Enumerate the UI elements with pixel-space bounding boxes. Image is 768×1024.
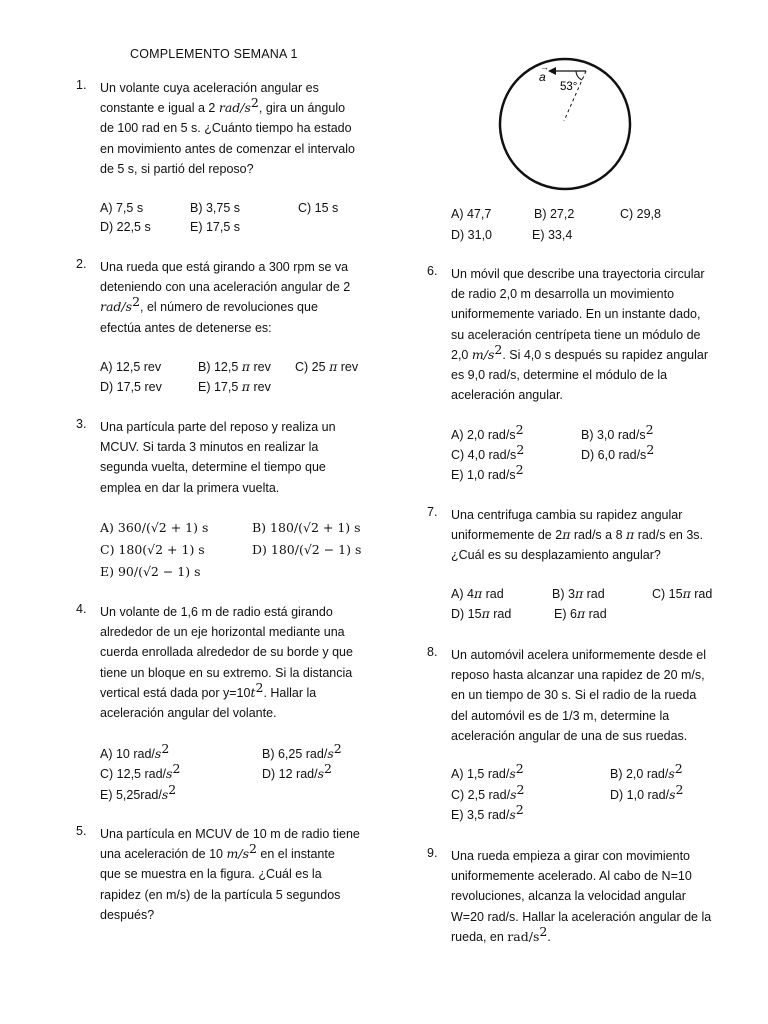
- option-e: E) 33,4: [532, 228, 573, 242]
- radius-dashed-line: [564, 71, 586, 121]
- option-a: A) 12,5 rev: [100, 360, 162, 374]
- option-d: D) 15π rad: [451, 606, 512, 621]
- option-e: E) 17,5 π rev: [198, 379, 271, 394]
- option-b: B) 27,2: [534, 207, 575, 221]
- option-e: E) 6π rad: [554, 606, 607, 621]
- option-a: A) 360/(√2 + 1) s: [100, 520, 209, 535]
- option-d: D) 31,0: [451, 228, 492, 242]
- question-number: 2.: [76, 257, 87, 271]
- question-number: 7.: [427, 505, 438, 519]
- question-number: 1.: [76, 78, 87, 92]
- option-b: B) 6,25 rad/$s^2$: [262, 740, 342, 761]
- option-c: C) 15 s: [298, 201, 339, 215]
- option-a: A) 7,5 s: [100, 201, 144, 215]
- option-d: D) 22,5 s: [100, 220, 151, 234]
- question-text: Un volante de 1,6 m de radio está girando alrededor de un eje horizontal mediante una cuerda enrollada alrededor de su borde y que tiene un bloque en su extremo. Si la distancia vertical está dada por $y=10t^2$. Hallar la aceleración angular del volante.: [100, 605, 353, 721]
- option-c: C) 180(√2 + 1) s: [100, 542, 205, 557]
- question-number: 5.: [76, 824, 87, 838]
- question-text: Una partícula en MCUV de 10 m de radio tiene una aceleración de 10 $m/s^2$ en el instante que se muestra en la figura. ¿Cuál es la rapidez (en m/s) de la partícula 5 segundos después?: [100, 827, 360, 922]
- option-d: D) 12 rad/$s^2$: [262, 760, 332, 781]
- question-2: [76, 257, 376, 347]
- option-c: C) 2,5 rad/$s^2$: [451, 781, 525, 802]
- option-d: D) 180/(√2 − 1) s: [252, 542, 362, 557]
- option-c: C) 4,0 rad/$s^2$: [451, 441, 525, 462]
- question-6: [427, 264, 727, 414]
- option-c: C) 15π rad: [652, 586, 713, 601]
- option-a: A) 4π rad: [451, 586, 504, 601]
- option-c: C) 12,5 rad/$s^2$: [100, 760, 181, 781]
- question-text: Una rueda que está girando a 300 rpm se va deteniendo con una aceleración angular de 2 rad/$s^2$, el número de revoluciones que efectúa antes de detenerse es:: [100, 260, 351, 335]
- question-text: Un volante cuya aceleración angular es constante e igual a 2 rad/$s^2$, gira un ángulo de 100 rad en 5 s. ¿Cuánto tiempo ha estado en movimiento antes de comenzar el intervalo de 5 s, si partió del reposo?: [100, 81, 355, 176]
- option-d: D) 17,5 rev: [100, 380, 162, 394]
- trajectory-circle: [500, 59, 630, 189]
- angle-label: 53°: [560, 81, 578, 93]
- option-e: E) 3,5 rad/$s^2$: [451, 801, 524, 822]
- option-e: E) $5,25rad/s^2$: [100, 781, 177, 802]
- question-text: Un automóvil acelera uniformemente desde el reposo hasta alcanzar una rapidez de 20 m/s, en un tiempo de 30 s. Si el radio de la rueda del automóvil es de 1/3 m, determine la aceleración angular de una de sus ruedas.: [451, 648, 706, 743]
- option-a: A) 47,7: [451, 207, 492, 221]
- option-a: A) 1,5 rad/$s^2$: [451, 760, 524, 781]
- angle-arc: [576, 71, 582, 80]
- option-b: B) 3,75 s: [190, 201, 241, 215]
- option-b: B) 3π rad: [552, 586, 605, 601]
- arrow-head-icon: [548, 67, 556, 75]
- question-number: 3.: [76, 417, 87, 431]
- option-c: C) 25 π rev: [295, 359, 359, 374]
- option-e: E) 1,0 rad/$s^2$: [451, 461, 524, 482]
- question-number: 8.: [427, 645, 438, 659]
- page-title: COMPLEMENTO SEMANA 1: [130, 47, 298, 61]
- question-text: Una rueda empieza a girar con movimiento uniformemente acelerado. Al cabo de N=10 revoluciones, alcanza la velocidad angular W=20 rad/s. Hallar la aceleración angular de la rueda, en rad/$s^2$.: [451, 849, 712, 944]
- question-text: Una centrifuga cambia su rapidez angular uniformemente de 2π rad/s a 8 π rad/s en 3s. ¿Cuál es su desplazamiento angular?: [451, 508, 704, 563]
- option-b: B) 12,5 π rev: [198, 359, 271, 374]
- option-e: E) 17,5 s: [190, 220, 241, 234]
- question-text: Un móvil que describe una trayectoria circular de radio 2,0 m desarrolla un movimiento uniformemente variado. En un instante dado, su aceleración centrípeta tiene un módulo de 2,0 $m/s^2$. Si 4,0 s después su rapidez angular es 9,0 rad/s, determine el módulo de la aceleración angular.: [451, 267, 708, 403]
- option-a: A) 10 rad/$s^2$: [100, 740, 170, 761]
- question-9: [427, 846, 737, 956]
- option-d: D) 6,0 rad/$s^2$: [581, 441, 655, 462]
- option-b: B) 2,0 rad/$s^2$: [610, 760, 683, 781]
- option-c: C) 29,8: [620, 207, 661, 221]
- vector-label: a: [539, 70, 546, 84]
- circle-figure: [490, 55, 640, 195]
- question-7: [427, 505, 737, 575]
- question-4: [76, 602, 376, 732]
- option-b: B) 3,0 rad/$s^2$: [581, 421, 654, 442]
- question-number: 4.: [76, 602, 87, 616]
- question-text: Una partícula parte del reposo y realiza un MCUV. Si tarda 3 minutos en realizar la segunda vuelta, determine el tiempo que emplea en dar la primera vuelta.: [100, 420, 336, 495]
- question-number: 9.: [427, 846, 438, 860]
- question-number: 6.: [427, 264, 438, 278]
- question-5: [76, 824, 376, 934]
- option-a: A) 2,0 rad/$s^2$: [451, 421, 524, 442]
- option-e: E) 90/(√2 − 1) s: [100, 564, 201, 579]
- question-3: [76, 417, 376, 507]
- vector-arrow-icon: →: [540, 62, 549, 72]
- option-d: D) 1,0 rad/$s^2$: [610, 781, 684, 802]
- option-b: B) 180/(√2 + 1) s: [252, 520, 361, 535]
- question-8: [427, 645, 737, 755]
